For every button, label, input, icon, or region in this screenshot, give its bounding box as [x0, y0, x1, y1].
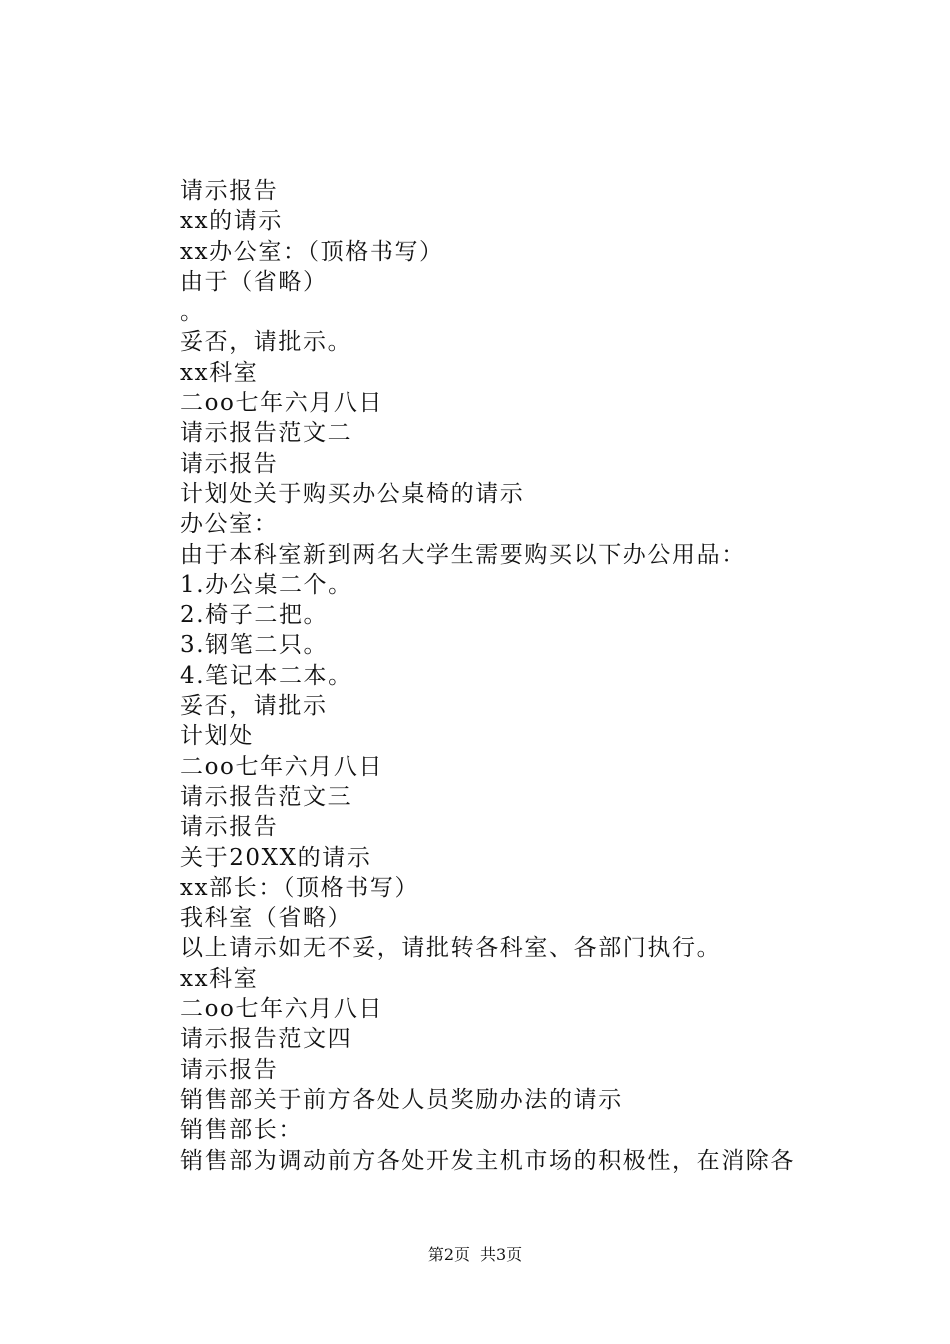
- text-line: 请示报告范文四: [180, 1026, 353, 1053]
- text-line: xx办公室：（顶格书写）: [180, 238, 444, 265]
- text-line: 3.钢笔二只。: [180, 632, 329, 659]
- text-line: 妥否，请批示: [180, 693, 328, 720]
- text-line: 我科室（省略）: [180, 905, 353, 932]
- text-line: 由于（省略）: [180, 268, 328, 295]
- text-line: 计划处: [180, 723, 254, 750]
- text-line: 销售部为调动前方各处开发主机市场的积极性，在消除各: [180, 1147, 795, 1174]
- text-line: 请示报告: [180, 450, 279, 477]
- text-line: 计划处关于购买办公桌椅的请示: [180, 480, 525, 507]
- text-line: 二oo七年六月八日: [180, 753, 384, 780]
- text-line: 二oo七年六月八日: [180, 996, 384, 1023]
- page-total: 共3页: [480, 1245, 523, 1264]
- text-line: 由于本科室新到两名大学生需要购买以下办公用品：: [180, 541, 746, 568]
- page-footer: [0, 1243, 950, 1267]
- page-number: 第2页: [427, 1245, 470, 1264]
- text-line: 请示报告范文三: [180, 783, 353, 810]
- text-line: 以上请示如无不妥，请批转各科室、各部门执行。: [180, 935, 722, 962]
- text-line: 请示报告: [180, 178, 279, 204]
- text-line: 办公室：: [180, 511, 279, 538]
- text-line: 请示报告范文二: [180, 420, 353, 447]
- text-line: 1.办公桌二个。: [180, 571, 353, 598]
- text-line: 销售部长：: [180, 1117, 303, 1144]
- text-line: xx部长：（顶格书写）: [180, 874, 420, 901]
- text-line: 妥否，请批示。: [180, 329, 353, 356]
- text-line: 4.笔记本二本。: [180, 662, 353, 689]
- text-line: xx科室: [180, 965, 259, 992]
- text-line: 请示报告: [180, 1056, 279, 1083]
- text-line: 销售部关于前方各处人员奖励办法的请示: [180, 1086, 623, 1113]
- document-body: [180, 176, 870, 1176]
- text-line: xx的请示: [180, 208, 283, 235]
- text-line: xx科室: [180, 359, 259, 386]
- text-line: 关于20XX的请示: [180, 844, 372, 871]
- text-line: 请示报告: [180, 814, 279, 841]
- text-line: 。: [180, 299, 205, 326]
- text-line: 2.椅子二把。: [180, 602, 329, 629]
- text-line: 二oo七年六月八日: [180, 390, 384, 417]
